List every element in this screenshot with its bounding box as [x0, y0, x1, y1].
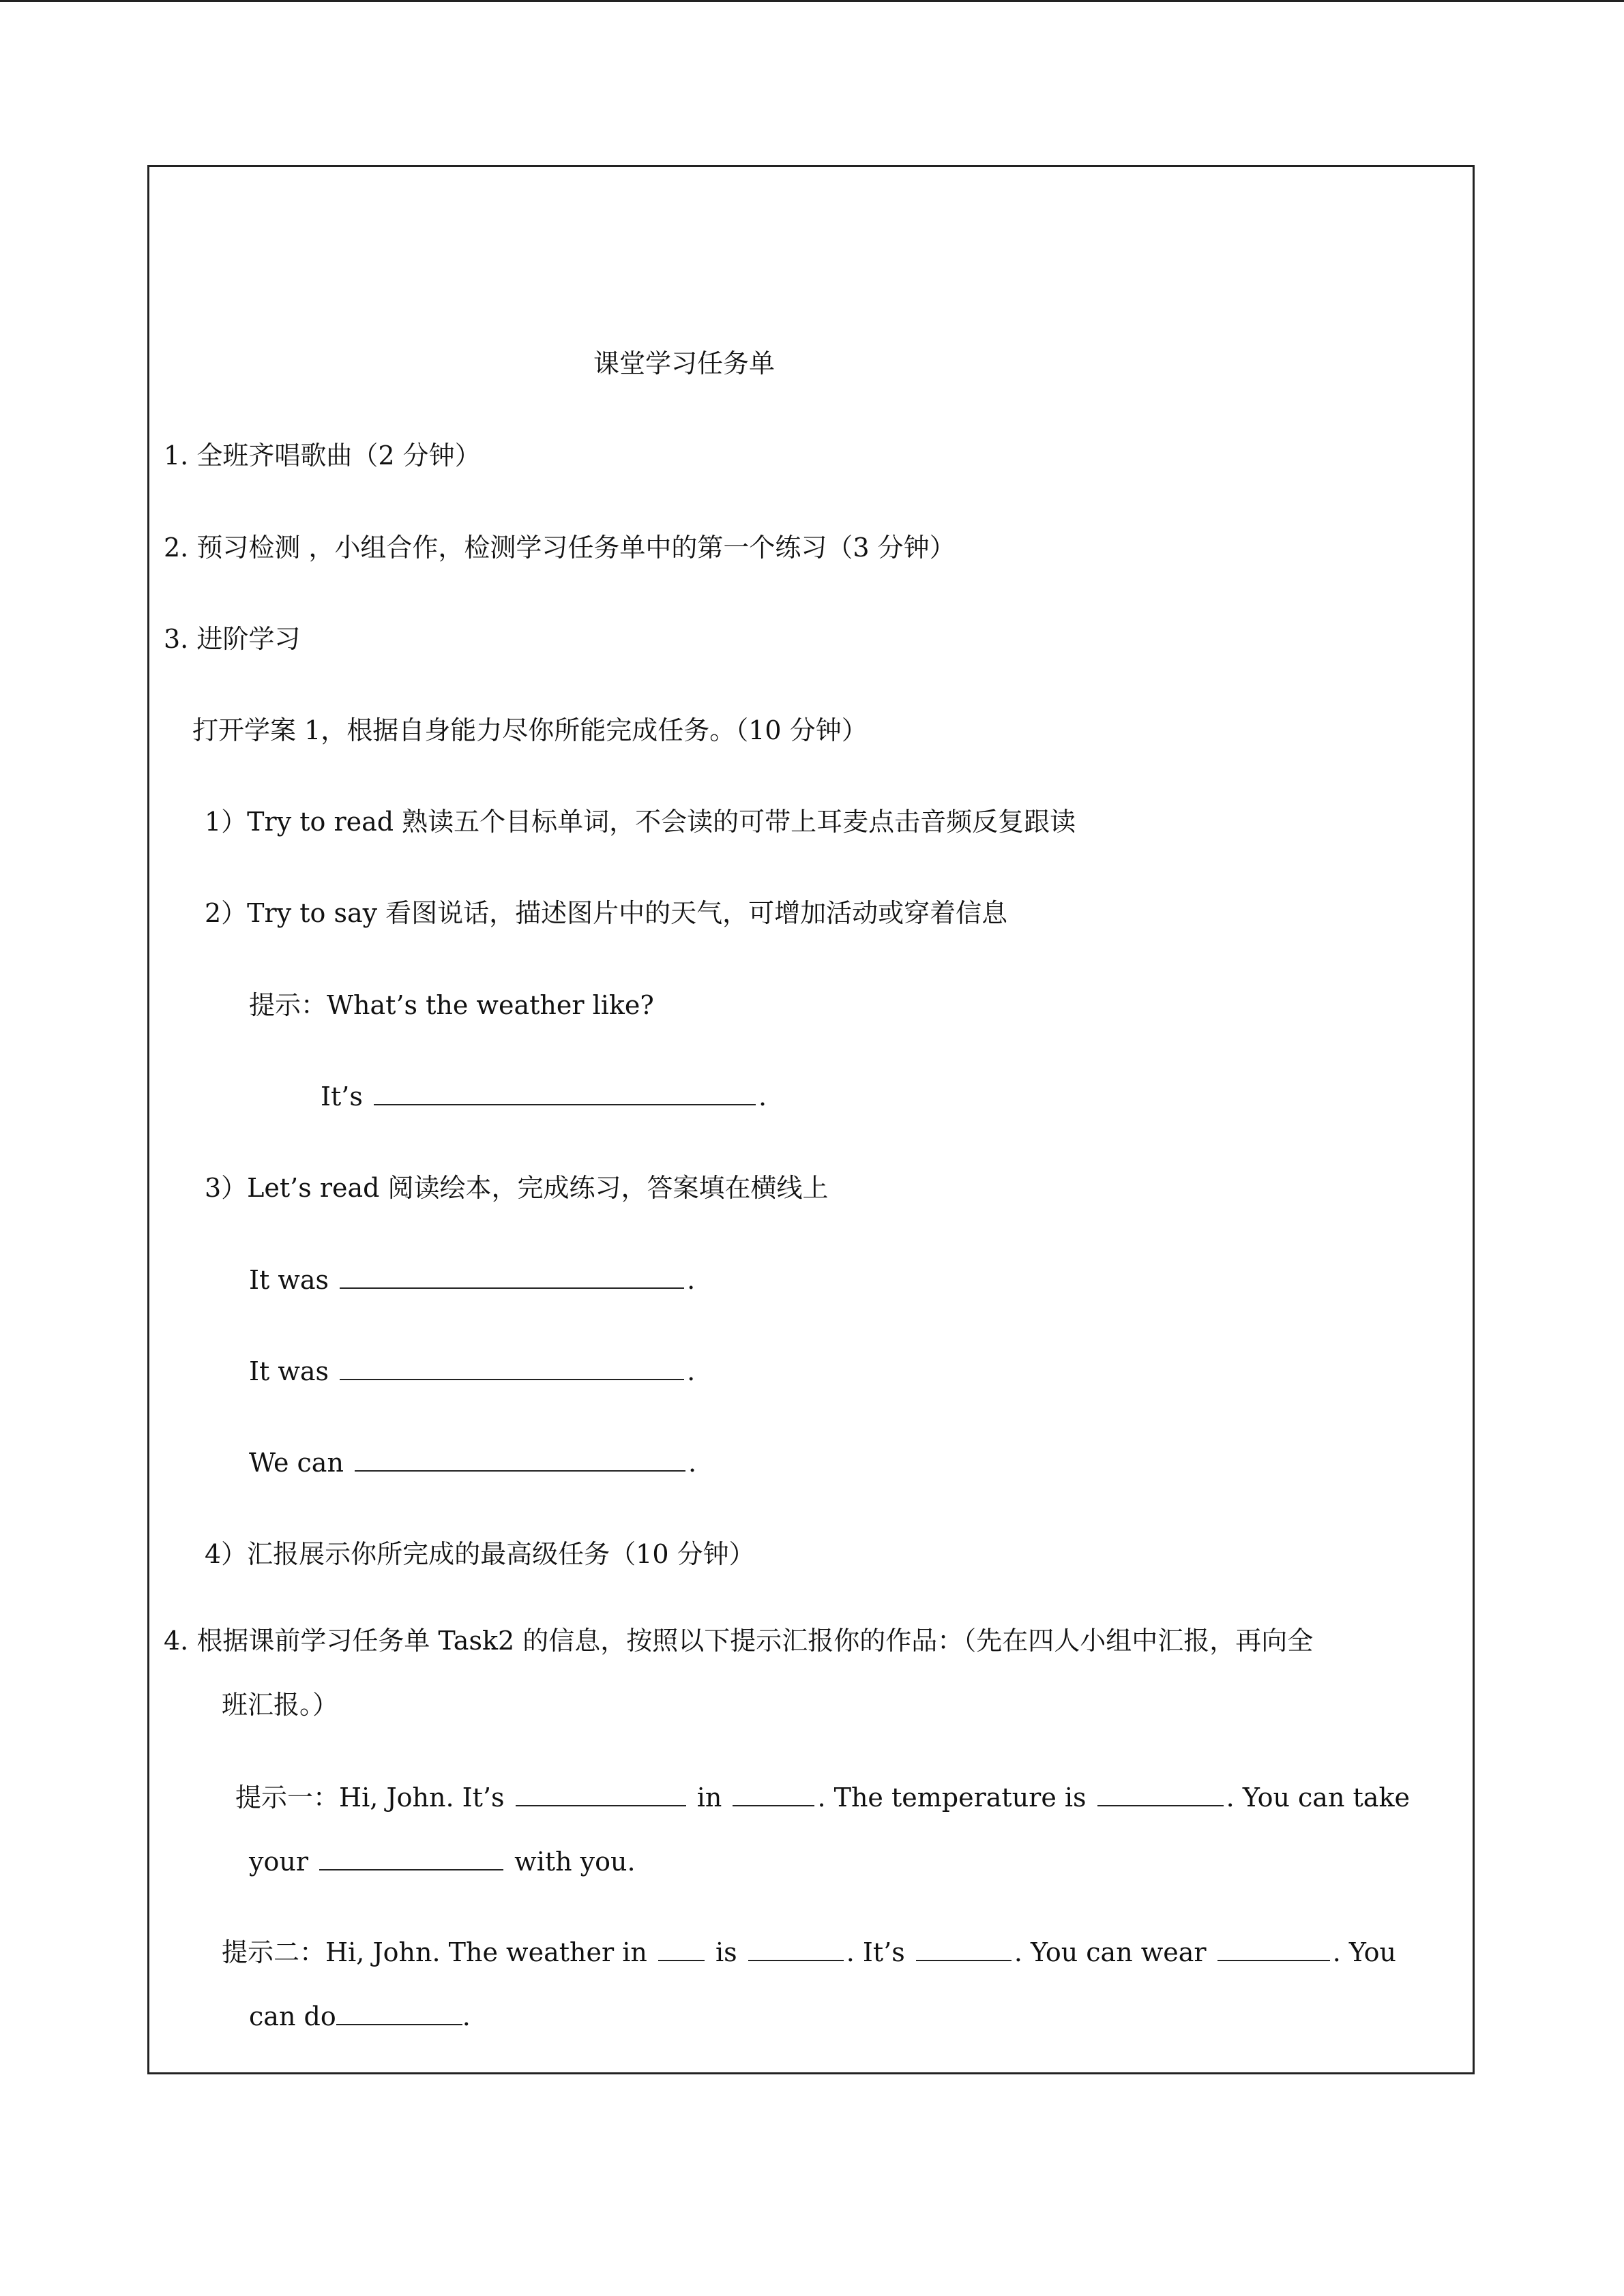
read-answer-2-prefix: It was — [249, 1356, 329, 1386]
hint-2-blank-activity[interactable] — [336, 2002, 462, 2025]
subitem-4: 4）汇报展示你所完成的最高级任务（10 分钟） — [205, 1539, 755, 1569]
answer-prefix: It’s — [321, 1082, 363, 1112]
hint-1-text-a: 提示一：Hi, John. It’s — [235, 1783, 505, 1813]
period: . — [687, 1356, 696, 1386]
hint-1-line-1 — [235, 1782, 1410, 1813]
hint-1-text-c: . The temperature is — [817, 1783, 1087, 1813]
hint-1-blank-item[interactable] — [319, 1847, 503, 1870]
subitem-1: 1）Try to read 熟读五个目标单词，不会读的可带上耳麦点击音频反复跟读 — [205, 807, 1076, 837]
hint-2-line-1 — [222, 1937, 1396, 1968]
page-title: 课堂学习任务单 — [593, 348, 776, 378]
subitem-2-answer — [321, 1081, 767, 1112]
hint-2-text-g: . — [462, 2001, 471, 2031]
hint-1-text-f: with you. — [514, 1847, 636, 1877]
read-answer-1 — [249, 1264, 695, 1296]
hint-2-text-d: . You can wear — [1014, 1937, 1207, 1967]
hint-2-line-2 — [249, 2001, 471, 2032]
subitem-2-hint: 提示：What’s the weather like? — [249, 990, 654, 1020]
hint-2-text-f: can do — [249, 2001, 336, 2031]
hint-2-blank-weather[interactable] — [748, 1938, 844, 1961]
read-answer-3-prefix: We can — [249, 1448, 344, 1478]
hint-1-text-b: in — [696, 1783, 722, 1813]
hint-2-text-a: 提示二：Hi, John. The weather in — [222, 1937, 647, 1967]
read-answer-1-blank[interactable] — [340, 1266, 684, 1289]
hint-2-text-c: . It’s — [846, 1937, 905, 1967]
period: . — [688, 1448, 697, 1478]
page-top-rule — [0, 0, 1624, 2]
read-answer-2 — [249, 1356, 695, 1387]
hint-2-blank-place[interactable] — [658, 1938, 705, 1961]
read-answer-1-prefix: It was — [249, 1265, 329, 1295]
item-3-intro: 打开学案 1，根据自身能力尽你所能完成任务。（10 分钟） — [192, 715, 868, 745]
item-4-line-2: 班汇报。） — [222, 1690, 339, 1720]
read-answer-3-blank[interactable] — [355, 1448, 685, 1472]
hint-1-blank-place[interactable] — [733, 1783, 814, 1806]
item-4-line-1: 4. 根据课前学习任务单 Task2 的信息，按照以下提示汇报你的作品：（先在四人小组中汇报，再向全 — [164, 1626, 1314, 1656]
hint-2-blank-clothes[interactable] — [1217, 1938, 1330, 1961]
hint-2-text-e: . You — [1332, 1937, 1396, 1967]
read-answer-3 — [249, 1447, 696, 1478]
hint-1-text-d: . You can take — [1226, 1783, 1410, 1813]
item-3: 3. 进阶学习 — [164, 624, 301, 654]
answer-period: . — [758, 1082, 767, 1112]
hint-1-line-2 — [249, 1846, 636, 1877]
subitem-3: 3）Let’s read 阅读绘本，完成练习，答案填在横线上 — [205, 1173, 829, 1203]
item-2: 2. 预习检测 ，小组合作，检测学习任务单中的第一个练习（3 分钟） — [164, 533, 956, 563]
hint-2-text-b: is — [715, 1937, 737, 1967]
item-1: 1. 全班齐唱歌曲（2 分钟） — [164, 441, 481, 471]
hint-2-blank-condition[interactable] — [916, 1938, 1012, 1961]
read-answer-2-blank[interactable] — [340, 1357, 684, 1380]
subitem-2: 2）Try to say 看图说话，描述图片中的天气，可增加活动或穿着信息 — [205, 898, 1008, 928]
hint-1-text-e: your — [249, 1847, 308, 1877]
hint-1-blank-temperature[interactable] — [1097, 1783, 1224, 1806]
answer-blank[interactable] — [374, 1082, 756, 1105]
period: . — [687, 1265, 696, 1295]
hint-1-blank-weather[interactable] — [516, 1783, 686, 1806]
